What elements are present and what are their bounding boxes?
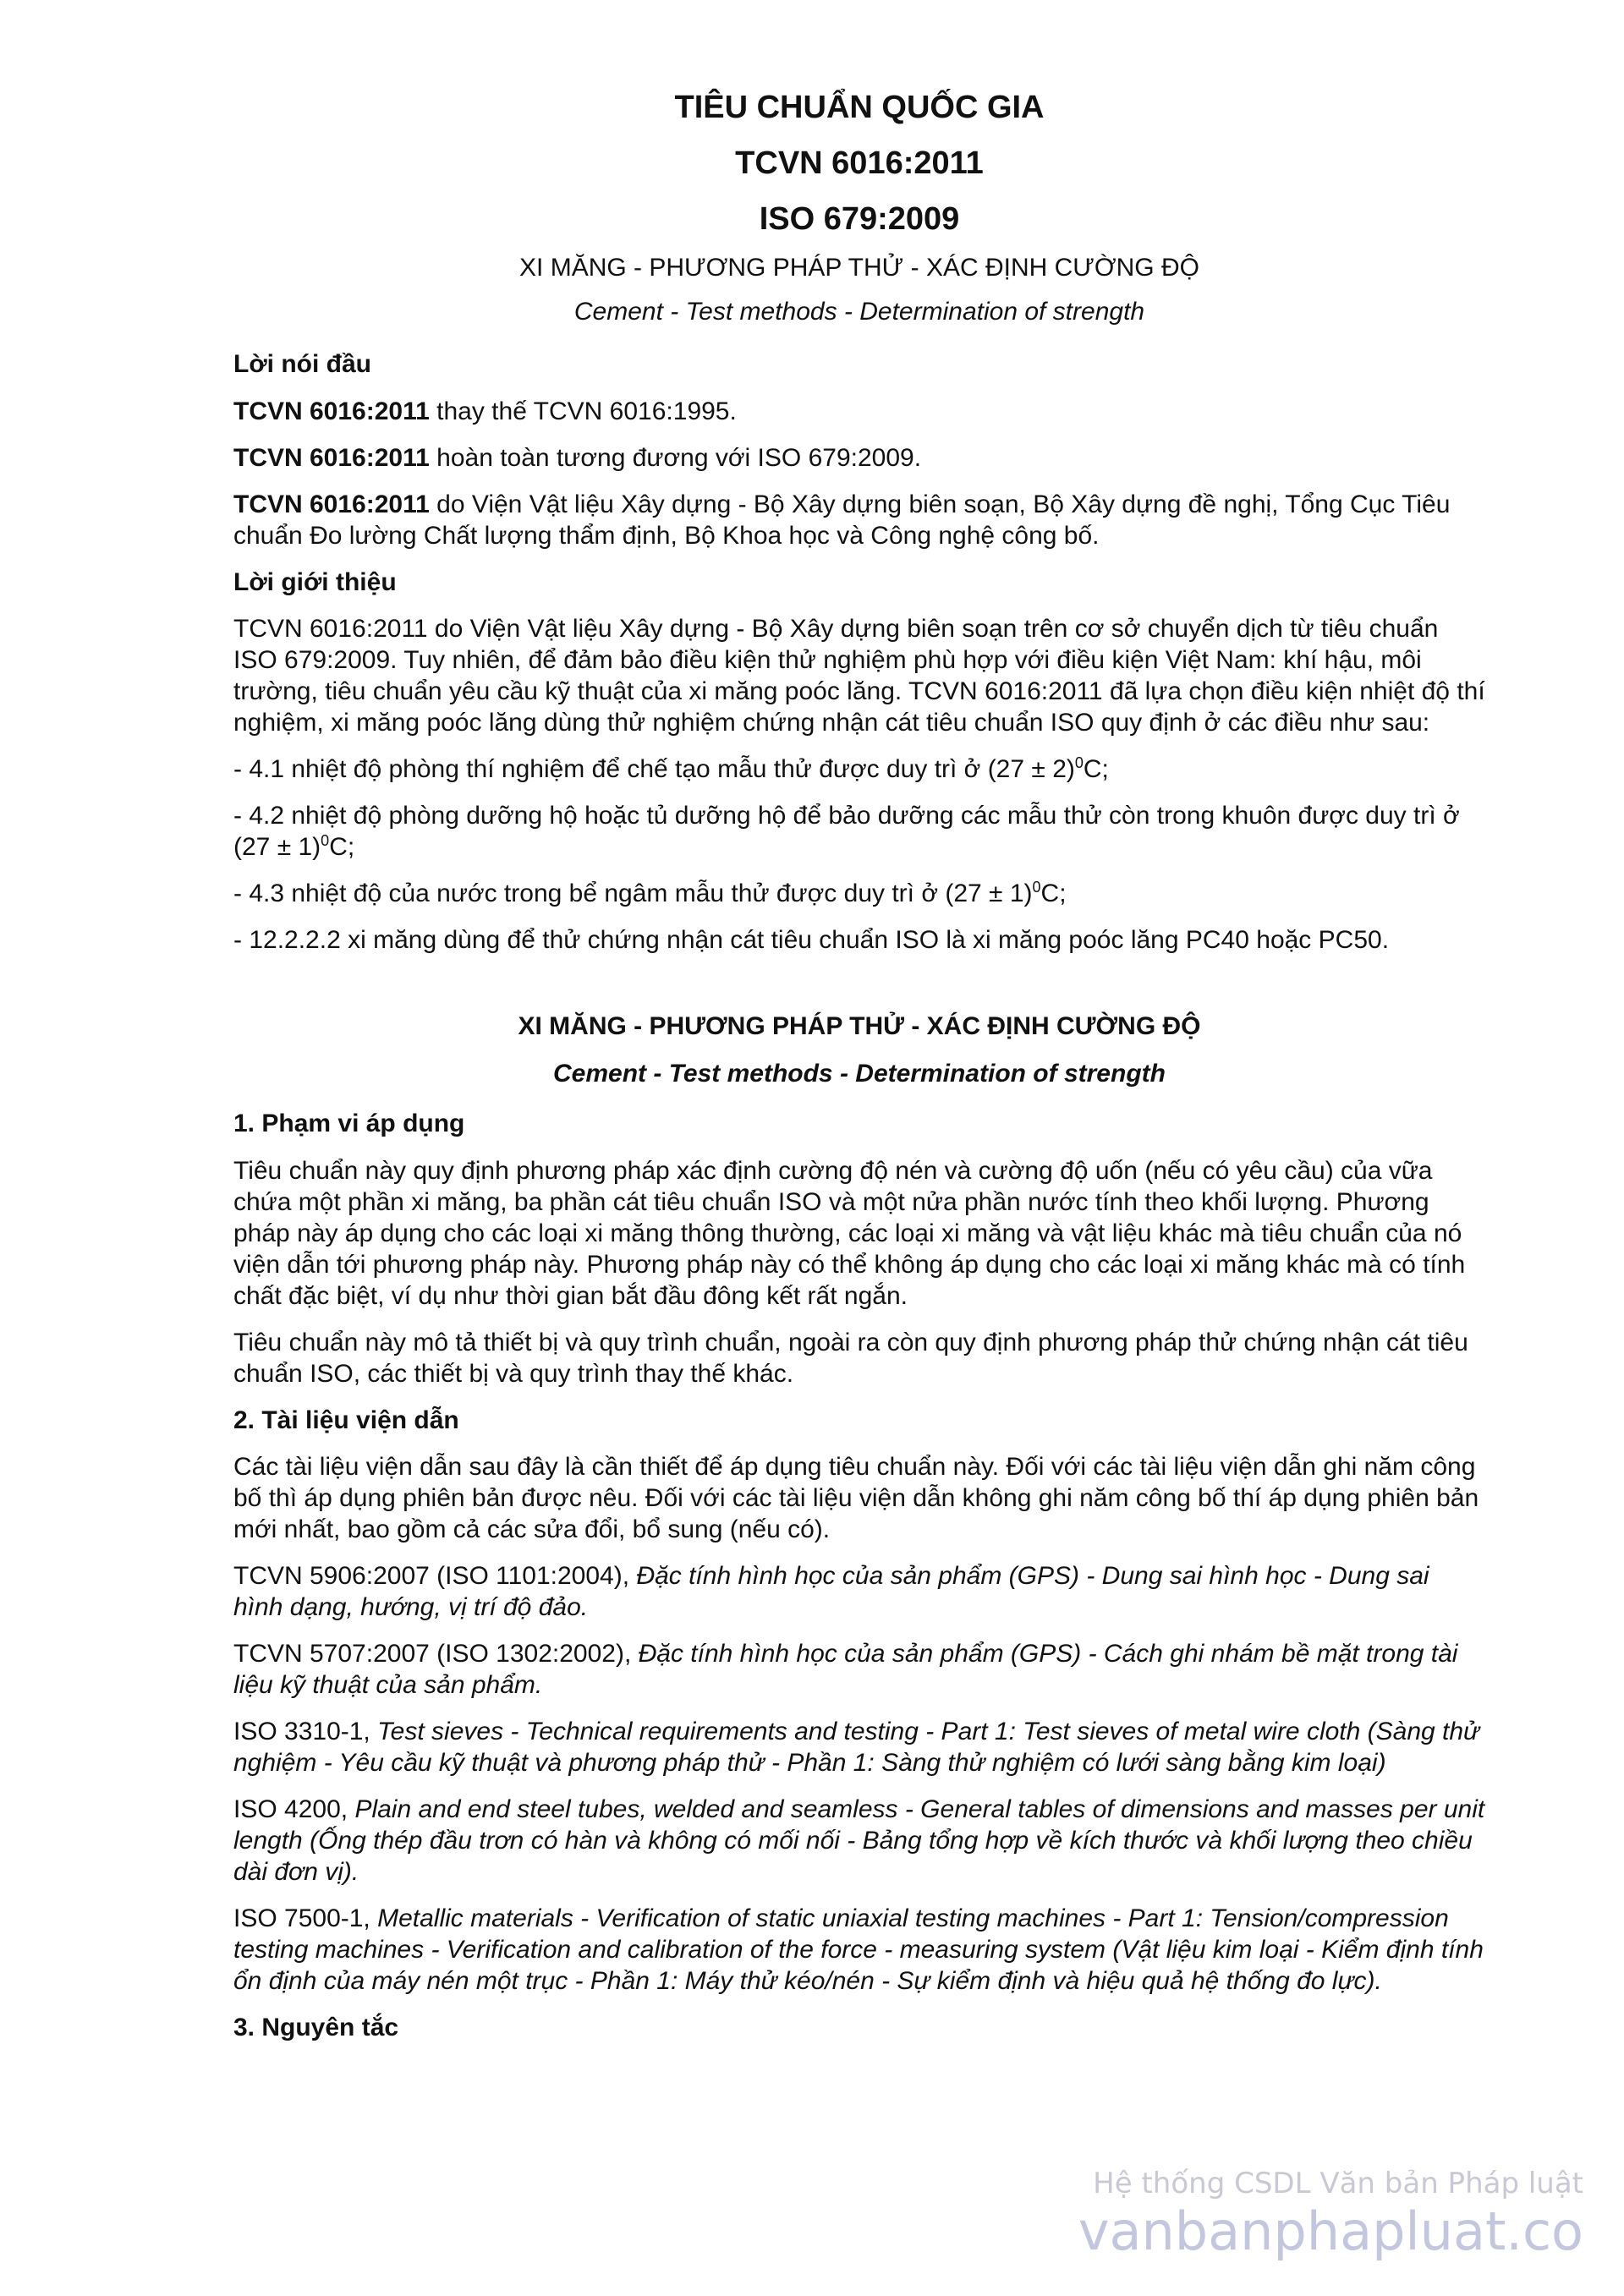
para-text: do Viện Vật liệu Xây dựng - Bộ Xây dựng biên soạn, Bộ Xây dựng đề nghị, Tổng Cục Tiêu chuẩn Đo lường Chất lượng thẩm định, Bộ Khoa học và Công nghệ công bố. [233, 490, 1451, 550]
section-2-heading: 2. Tài liệu viện dẫn [233, 1406, 459, 1434]
intro-heading: Lời giới thiệu [233, 567, 397, 596]
reference-title: Đặc tính hình học của sản phẩm (GPS) - Cách ghi nhám bề mặt trong tài liệu kỹ thuật của sản phẩm. [233, 1640, 1458, 1699]
document-page [233, 91, 1485, 2059]
reference-item [233, 1794, 1485, 1888]
para-text: hoàn toàn tương đương với ISO 679:2009. [429, 443, 922, 472]
reference-title: Plain and end steel tubes, welded and seamless - General tables of dimensions and masses per unit length (Ống thép đầu trơn có hàn và không có mối nối - Bảng tổng hợp về kích thước và khối lượng theo chiều dài đơn vị). [233, 1795, 1485, 1886]
section-2-para-1: Các tài liệu viện dẫn sau đây là cần thiết để áp dụng tiêu chuẩn này. Đối với các tài liệu viện dẫn ghi năm công bố thì áp dụng phiên bản được nêu. Đối với các tài liệu viện dẫn không ghi năm công bố thí áp dụng phiên bản mới nhất, bao gồm cả các sửa đổi, bổ sung (nếu có). [233, 1453, 1479, 1543]
code-ref: TCVN 6016:2011 [233, 397, 430, 425]
code-ref: TCVN 6016:2011 [233, 490, 430, 518]
degree-unit: C; [1083, 755, 1109, 783]
doc-code-tcvn: TCVN 6016:2011 [735, 145, 984, 181]
watermark-line-2: vanbanphapluat.co [1078, 2200, 1583, 2262]
intro-bullet-4: - 12.2.2.2 xi măng dùng để thử chứng nhận cát tiêu chuẩn ISO là xi măng poóc lăng PC40 hoặc PC50. [233, 926, 1390, 954]
bullet-text: - 4.2 nhiệt độ phòng dưỡng hộ hoặc tủ dưỡng hộ để bảo dưỡng các mẫu thử còn trong khuôn được duy trì ở (27 ± 1) [233, 802, 1460, 861]
section-1-para-1: Tiêu chuẩn này quy định phương pháp xác định cường độ nén và cường độ uốn (nếu có yêu cầu) của vữa chứa một phần xi măng, ba phần cát tiêu chuẩn ISO và một nửa phần nước tính theo khối lượng. Phương pháp này áp dụng cho các loại xi măng thông thường, các loại xi măng và vật liệu khác mà tiêu chuẩn của nó viện dẫn tới phương pháp này. Phương pháp này có thể không áp dụng cho các loại xi măng khác mà có tính chất đặc biệt, ví dụ như thời gian bắt đầu đông kết rất ngắn. [233, 1156, 1466, 1310]
intro-bullet-1 [233, 753, 1485, 785]
body-title: XI MĂNG - PHƯƠNG PHÁP THỬ - XÁC ĐỊNH CƯỜNG ĐỘ [518, 1012, 1201, 1040]
reference-code: TCVN 5707:2007 (ISO 1302:2002), [233, 1640, 639, 1668]
section-3-heading: 3. Nguyên tắc [233, 2014, 399, 2041]
intro-bullet-3 [233, 878, 1485, 909]
doc-subtitle-en: Cement - Test methods - Determination of strength [573, 298, 1145, 326]
intro-para-1: TCVN 6016:2011 do Viện Vật liệu Xây dựng - Bộ Xây dựng biên soạn trên cơ sở chuyển dịch từ tiêu chuẩn ISO 679:2009. Tuy nhiên, để đảm bảo điều kiện thử nghiệm phù hợp với điều kiện Việt Nam: khí hậu, môi trường, tiêu chuẩn yêu cầu kỹ thuật của xi măng poóc lăng. TCVN 6016:2011 đã lựa chọn điều kiện nhiệt độ thí nghiệm, xi măng poóc lăng dùng thử nghiệm chứng nhận cát tiêu chuẩn ISO quy định ở các điều như sau: [233, 615, 1485, 737]
foreword-para-2 [233, 442, 1485, 474]
degree-sup: 0 [321, 832, 330, 850]
section-1-para-2: Tiêu chuẩn này mô tả thiết bị và quy trình chuẩn, ngoài ra còn quy định phương pháp thử chứng nhận cát tiêu chuẩn ISO, các thiết bị và quy trình thay thế khác. [233, 1328, 1468, 1388]
bullet-text: - 4.1 nhiệt độ phòng thí nghiệm để chế tạo mẫu thử được duy trì ở (27 ± 2) [233, 755, 1075, 783]
foreword-para-3 [233, 489, 1485, 551]
reference-item [233, 1560, 1485, 1623]
reference-item [233, 1638, 1485, 1701]
reference-code: TCVN 5906:2007 (ISO 1101:2004), [233, 1562, 637, 1590]
reference-title: Đặc tính hình học của sản phẩm (GPS) - Dung sai hình học - Dung sai hình dạng, hướng, vị trí độ đảo. [233, 1562, 1429, 1621]
reference-item [233, 1903, 1485, 1997]
bullet-text: - 4.3 nhiệt độ của nước trong bể ngâm mẫu thử được duy trì ở (27 ± 1) [233, 879, 1033, 907]
para-text: thay thế TCVN 6016:1995. [429, 397, 737, 425]
doc-subtitle: XI MĂNG - PHƯƠNG PHÁP THỬ - XÁC ĐỊNH CƯỜNG ĐỘ [519, 254, 1199, 282]
section-1-heading: 1. Phạm vi áp dụng [233, 1110, 465, 1137]
reference-code: ISO 3310-1, [233, 1718, 378, 1745]
reference-code: ISO 7500-1, [233, 1904, 378, 1932]
spacer [233, 971, 1485, 1011]
reference-title: Test sieves - Technical requirements and testing - Part 1: Test sieves of metal wire cloth (Sàng thử nghiệm - Yêu cầu kỹ thuật và phương pháp thử - Phần 1: Sàng thử nghiệm có lưới sàng bằng kim loại) [233, 1718, 1480, 1777]
degree-unit: C; [1040, 879, 1067, 907]
degree-unit: C; [329, 833, 355, 861]
watermark-line-1: Hệ thống CSDL Văn bản Pháp luật [1093, 2167, 1583, 2200]
degree-sup: 0 [1074, 754, 1084, 772]
doc-title: TIÊU CHUẨN QUỐC GIA [674, 90, 1045, 125]
degree-sup: 0 [1032, 879, 1041, 896]
reference-code: ISO 4200, [233, 1795, 355, 1823]
foreword-heading: Lời nói đầu [233, 350, 371, 378]
reference-title: Metallic materials - Verification of static uniaxial testing machines - Part 1: Tension/compression testing machines - Verification and calibration of the force - measuring system (Vật liệu kim loại - Kiểm định tính ổn định của máy nén một trục - Phần 1: Máy thử kéo/nén - Sự kiểm định và hiệu quả hệ thống đo lực). [233, 1904, 1484, 1995]
reference-item [233, 1716, 1485, 1778]
intro-bullet-2 [233, 800, 1485, 863]
body-title-en: Cement - Test methods - Determination of strength [553, 1060, 1166, 1088]
doc-code-iso: ISO 679:2009 [759, 201, 960, 237]
foreword-para-1 [233, 396, 1485, 427]
code-ref: TCVN 6016:2011 [233, 443, 430, 472]
